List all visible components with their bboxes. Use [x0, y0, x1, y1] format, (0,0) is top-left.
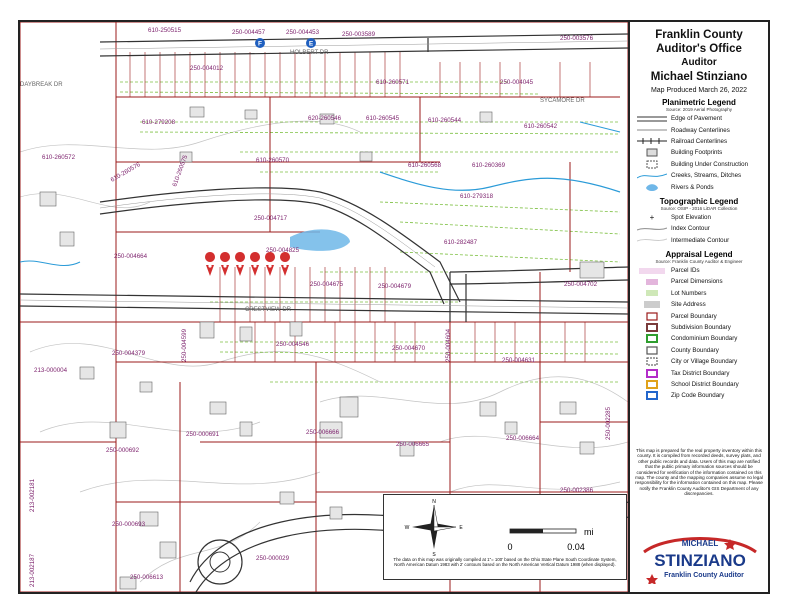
planimetric-legend — [630, 113, 768, 193]
parcel-id: 250-004825 — [266, 247, 300, 254]
legend-label: Rivers & Ponds — [671, 183, 714, 191]
produced-date: Map Produced March 26, 2022 — [650, 87, 748, 94]
legend-panel — [630, 22, 768, 592]
legend-label: Parcel Dimensions — [671, 278, 723, 286]
appraisal-legend — [630, 265, 768, 402]
legend-label: Index Contour — [671, 225, 710, 233]
scale-max: 0.04 — [567, 542, 585, 552]
parcel-id: 610-260575 — [171, 154, 190, 188]
legend-label: Building Under Construction — [671, 160, 749, 168]
street-label: HOLBERT DR — [290, 50, 329, 56]
parcel-id: 250-004679 — [378, 283, 412, 290]
creek-icon — [636, 171, 668, 181]
parcel-id: 610-260542 — [524, 123, 558, 130]
compass-rose-icon — [405, 499, 464, 557]
intermediate-contour-icon — [636, 235, 668, 245]
parcel-id: 213-000004 — [34, 367, 68, 374]
legend-label: Building Footprints — [671, 149, 723, 157]
parcel-id: 250-004702 — [564, 281, 598, 288]
condominium-boundary-icon — [636, 334, 668, 344]
parcel-id: 250-004012 — [190, 65, 224, 72]
parcel-id: 250-002285 — [605, 406, 612, 440]
legend-label: Creeks, Streams, Ditches — [671, 172, 742, 180]
parcel-id: 610-260369 — [472, 162, 506, 169]
pavement-icon — [636, 114, 668, 124]
creek-east — [580, 122, 620, 132]
parcel-id: 610-260544 — [428, 117, 462, 124]
location-pin-icon — [235, 252, 245, 276]
legend-row — [630, 235, 768, 246]
lot-lines — [130, 52, 590, 362]
legend-row — [630, 322, 768, 333]
legend-row — [630, 390, 768, 401]
street-labels — [20, 50, 585, 313]
legend-row — [630, 136, 768, 147]
legend-label: Condominium Boundary — [671, 335, 738, 343]
header-office: Auditor's Office — [656, 43, 742, 55]
scale-unit: mi — [584, 527, 594, 537]
legend-label: Parcel IDs — [671, 267, 700, 275]
street-label: DAYBREAK DR — [20, 82, 63, 88]
parcel-id: 250-006613 — [130, 574, 164, 581]
compass-n: N — [432, 499, 436, 505]
location-pin-icon — [250, 252, 260, 276]
disclaimer: This map is prepared for the real property inventory within this county. It is compiled from recorded deeds, survey plats, and other public records and data. Users of this map are notified that the public primary information sources should be considered for verification of the information contained on this map. The county and the mapping companies assume no legal responsibility for the information contained on this map. Please notify the Franklin County Auditor's GIS Department of any discrepancies. — [635, 448, 763, 497]
centerline-icon — [636, 125, 668, 135]
building-icon — [636, 148, 668, 158]
legend-label: County Boundary — [671, 346, 719, 354]
tax-district-boundary-icon — [636, 368, 668, 378]
compass-s: S — [432, 552, 436, 557]
parcel-id: 610-260572 — [42, 154, 76, 161]
scale-bar-panel — [383, 494, 627, 580]
parcel-id: 610-260571 — [376, 79, 410, 86]
index-contour-icon — [636, 224, 668, 234]
legend-row — [630, 379, 768, 390]
county-boundary-icon — [636, 345, 668, 355]
parcel-id: 250-004670 — [392, 345, 426, 352]
legend-label: Site Address — [671, 301, 706, 309]
street-label: SYCAMORE DR — [540, 98, 585, 104]
water-icon — [636, 182, 668, 192]
topographic-title: Topographic Legend — [659, 196, 739, 206]
location-pin-icon — [205, 252, 215, 276]
legend-row — [630, 345, 768, 356]
legend-row — [630, 159, 768, 170]
parcel-id: 250-002386 — [560, 487, 594, 494]
compass-and-scale — [384, 495, 628, 557]
parcel-id: 250-000029 — [256, 555, 290, 562]
map-view[interactable] — [20, 22, 630, 592]
legend-row — [630, 276, 768, 287]
parcel-id: 610-260570 — [256, 157, 290, 164]
parcel-id: 610-260576 — [109, 161, 142, 184]
city-boundary-icon — [636, 357, 668, 367]
parcel-id: 250-004604 — [445, 328, 452, 362]
subject-parcel-pins — [205, 252, 290, 276]
parcel-id: 250-004675 — [310, 281, 344, 288]
legend-row — [630, 147, 768, 158]
legend-row — [630, 310, 768, 321]
parcel-boundary-icon — [636, 311, 668, 321]
parcel-id: 250-004453 — [286, 29, 320, 36]
location-pin-icon — [280, 252, 290, 276]
parcel-id: 610-260568 — [408, 162, 442, 169]
parcel-id: 610-282487 — [444, 239, 478, 246]
railroad-icon — [636, 136, 668, 146]
parcel-id: 250-004664 — [114, 253, 148, 260]
legend-label: Intermediate Contour — [671, 236, 730, 244]
parcel-id: 250-004599 — [181, 328, 188, 362]
scale-zero: 0 — [507, 542, 513, 552]
legend-row — [630, 124, 768, 135]
legend-row — [630, 367, 768, 378]
parcel-id: 250-004457 — [232, 29, 266, 36]
street-label: CRESTVIEW DR — [245, 307, 292, 313]
parcel-id: 250-003576 — [560, 35, 594, 42]
location-pin-icon — [220, 252, 230, 276]
parcel-id: 250-006666 — [306, 429, 340, 436]
logo-sub: Franklin County Auditor — [664, 572, 744, 579]
parcel-id: 213-002187 — [29, 553, 36, 587]
legend-row — [630, 181, 768, 192]
legend-label: Lot Numbers — [671, 289, 707, 297]
legend-row — [630, 299, 768, 310]
creek — [380, 172, 620, 192]
parcel-id: 610-279208 — [142, 119, 176, 126]
legend-label: Zip Code Boundary — [671, 392, 725, 400]
header-county: Franklin County — [655, 29, 743, 41]
creek-west — [20, 261, 80, 266]
marker-f: F — [258, 40, 262, 48]
topographic-source: Source: OSIP - 2016 LiDAR Collection — [660, 205, 738, 211]
parcel-id: 250-004379 — [112, 350, 146, 357]
construction-icon — [636, 159, 668, 169]
star-icon — [646, 574, 658, 584]
compass-e: E — [459, 525, 463, 531]
legend-label: Tax District Boundary — [671, 369, 730, 377]
header-name: Michael Stinziano — [650, 71, 748, 83]
legend-label: City or Village Boundary — [671, 358, 738, 366]
planimetric-source: Source: 2019 Aerial Photography — [665, 107, 733, 112]
parcel-id: 250-000691 — [186, 431, 220, 438]
logo-top: MICHAEL — [681, 539, 719, 548]
compass-w: W — [404, 525, 410, 531]
legend-row — [630, 223, 768, 234]
parcel-id: 213-002181 — [29, 478, 36, 512]
appraisal-title: Appraisal Legend — [665, 249, 733, 259]
parcel-id: 620-260546 — [308, 115, 342, 122]
road-centerlines — [20, 41, 628, 308]
legend-row — [630, 356, 768, 367]
parcel-dimension-icon — [636, 277, 668, 287]
legend-row — [630, 113, 768, 124]
lot-number-icon — [636, 288, 668, 298]
parcel-id: 250-004045 — [500, 79, 534, 86]
spot-elevation-icon: + — [649, 212, 655, 222]
legend-row — [630, 333, 768, 344]
legend-label: Edge of Pavement — [671, 115, 722, 123]
legend-row — [630, 212, 768, 223]
legend-row — [630, 170, 768, 181]
scale-note: The data on this map was originally compiled at 1"= 100' based on the Ohio State Plane South Coordinate System, North American Datum 1983 with 2' contours based on the North American Vertical Datum 1988 (when displayed). — [393, 557, 617, 568]
parcel-id: 250-006665 — [396, 441, 430, 448]
auditor-logo — [638, 530, 762, 584]
parcel-id: 250-006664 — [506, 435, 540, 442]
legend-label: School District Boundary — [671, 381, 739, 388]
zip-code-boundary-icon — [636, 391, 668, 401]
parcel-id: 250-004717 — [254, 215, 288, 222]
school-district-boundary-icon — [636, 380, 668, 390]
subdivision-boundary-icon — [636, 323, 668, 333]
parcel-id: 250-004546 — [276, 341, 310, 348]
parcel-id: 250-004631 — [502, 357, 536, 364]
cul-de-sac-island — [210, 552, 230, 572]
parcel-id: 610-260545 — [366, 115, 400, 122]
parcel-id: 250-000692 — [106, 447, 140, 454]
parcel-id-icon — [636, 266, 668, 276]
marker-e: E — [308, 40, 314, 48]
topographic-legend — [630, 212, 768, 246]
parcel-id: 250-000693 — [112, 521, 146, 528]
parcel-id: 610-279318 — [460, 193, 494, 200]
legend-label: Parcel Boundary — [671, 312, 717, 320]
scale-bar — [507, 527, 593, 552]
parcel-id: 250-003589 — [342, 31, 376, 38]
parcel-id: 610-250515 — [148, 27, 182, 34]
legend-row — [630, 288, 768, 299]
logo-main: STINZIANO — [654, 551, 746, 570]
header-role: Auditor — [681, 57, 717, 68]
appraisal-source: Source: Franklin County Auditor & Engineer — [655, 258, 743, 264]
planimetric-title: Planimetric Legend — [662, 98, 736, 107]
location-pin-icon — [265, 252, 275, 276]
legend-label: Railroad Centerlines — [671, 137, 728, 145]
legend-label: Spot Elevation — [671, 213, 711, 221]
site-address-icon — [636, 300, 668, 310]
legend-label: Subdivision Boundary — [671, 324, 731, 332]
legend-label: Roadway Centerlines — [671, 126, 730, 134]
legend-row — [630, 265, 768, 276]
